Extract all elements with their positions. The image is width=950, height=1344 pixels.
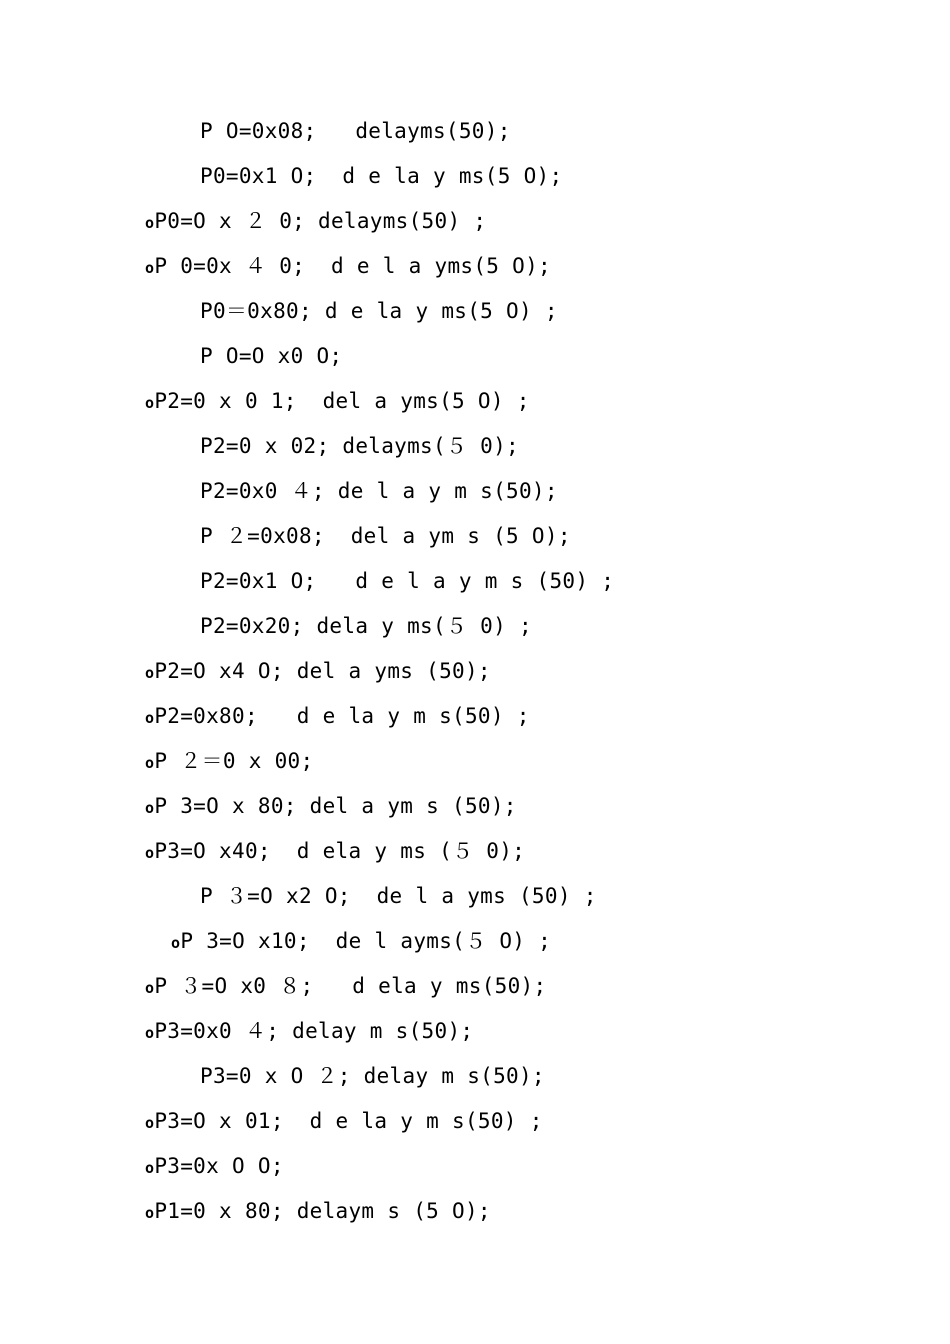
code-line-text: P0＝0x80; d e la y ms(5 O) ;	[200, 299, 558, 323]
code-line-text: P1=0 x 80; delaym s (5 O);	[154, 1199, 491, 1223]
bullet-icon: o	[145, 844, 155, 862]
code-line	[0, 1189, 950, 1234]
code-line-text: P3=O x40; d ela y ms (５ 0);	[154, 839, 526, 863]
code-line-text: P2=0x0 ４; de l a y m s(50);	[200, 479, 558, 503]
bullet-icon: o	[145, 709, 155, 727]
code-line	[0, 829, 950, 874]
code-line	[0, 784, 950, 829]
code-line-text: P2=0x80; d e la y m s(50) ;	[154, 704, 530, 728]
bullet-icon: o	[145, 1159, 155, 1177]
bullet-icon: o	[145, 1024, 155, 1042]
code-line-text: P ３=O x2 O; de l a yms (50) ;	[200, 884, 597, 908]
code-line	[0, 964, 950, 1009]
bullet-icon: o	[145, 754, 155, 772]
code-line	[0, 379, 950, 424]
code-line	[0, 154, 950, 199]
code-line	[0, 874, 950, 919]
code-line-text: P ３=O x0 ８; d ela y ms(50);	[154, 974, 547, 998]
code-line-text: P2=0 x 02; delayms(５ 0);	[200, 434, 519, 458]
code-line	[0, 919, 950, 964]
code-line	[0, 1144, 950, 1189]
bullet-icon: o	[171, 934, 181, 952]
code-line-text: P ２＝0 x 00;	[154, 749, 314, 773]
bullet-icon: o	[145, 799, 155, 817]
code-line-text: P 3=O x10; de l ayms(５ O) ;	[180, 929, 552, 953]
code-line-text: P2=0x1 O; d e l a y m s (50) ;	[200, 569, 615, 593]
code-line	[0, 424, 950, 469]
code-line-text: P3=O x 01; d e la y m s(50) ;	[154, 1109, 543, 1133]
code-line-text: P 3=O x 80; del a ym s (50);	[154, 794, 517, 818]
code-line-text: P O=O x0 O;	[200, 344, 343, 368]
code-line	[0, 559, 950, 604]
bullet-icon: o	[145, 1114, 155, 1132]
code-line-text: P3=0x0 ４; delay m s(50);	[154, 1019, 474, 1043]
code-line	[0, 694, 950, 739]
code-line	[0, 334, 950, 379]
code-line	[0, 469, 950, 514]
code-line-text: P0=0x1 O; d e la y ms(5 O);	[200, 164, 563, 188]
code-line-text: P 0=0x ４ 0; d e l a yms(5 O);	[154, 254, 551, 278]
bullet-icon: o	[145, 394, 155, 412]
code-line-text: P2=0x20; dela y ms(５ 0) ;	[200, 614, 532, 638]
code-line-text: P2=O x4 O; del a yms (50);	[154, 659, 491, 683]
code-line	[0, 1054, 950, 1099]
code-line	[0, 514, 950, 559]
code-line-text: P0=O x ２ 0; delayms(50) ;	[154, 209, 487, 233]
bullet-icon: o	[145, 214, 155, 232]
code-line	[0, 1009, 950, 1054]
code-line	[0, 244, 950, 289]
bullet-icon: o	[145, 1204, 155, 1222]
code-line	[0, 199, 950, 244]
code-line-text: P3=0x O O;	[154, 1154, 284, 1178]
bullet-icon: o	[145, 664, 155, 682]
code-line-text: P3=0 x O ２; delay m s(50);	[200, 1064, 545, 1088]
code-line	[0, 649, 950, 694]
code-line	[0, 289, 950, 334]
code-listing	[0, 109, 950, 1234]
code-line	[0, 109, 950, 154]
code-line	[0, 739, 950, 784]
code-line-text: P2=0 x 0 1; del a yms(5 O) ;	[154, 389, 530, 413]
bullet-icon: o	[145, 259, 155, 277]
code-line	[0, 604, 950, 649]
bullet-icon: o	[145, 979, 155, 997]
code-line-text: P O=0x08; delayms(50);	[200, 119, 511, 143]
code-line-text: P ２=0x08; del a ym s (5 O);	[200, 524, 571, 548]
code-line	[0, 1099, 950, 1144]
